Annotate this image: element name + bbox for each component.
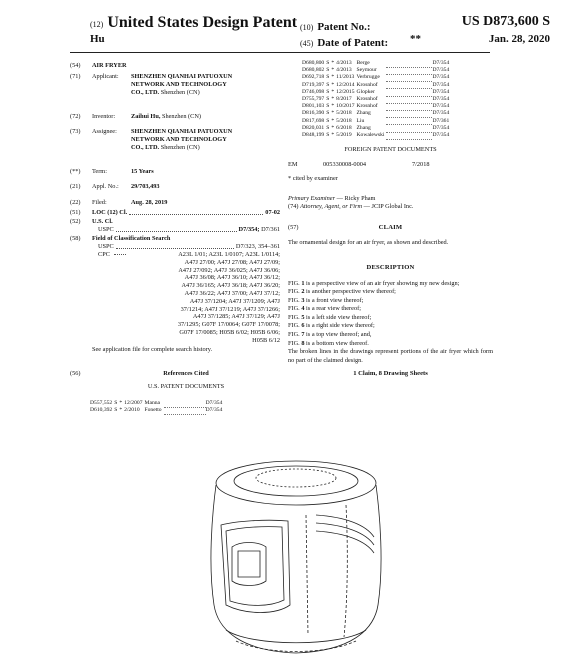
foreign-docs-heading: FOREIGN PATENT DOCUMENTS: [344, 145, 437, 153]
table-row: D719,397 S * 12/2014 Krosnhof D7/354: [302, 81, 450, 88]
figure-description: FIG. 1 is a perspective view of an air fryer showing my new design;: [288, 279, 460, 287]
header-rule: [70, 52, 490, 53]
table-row: D692,718 S * 11/2013 Verbrugge D7/354: [302, 74, 450, 81]
field-56: (56) References Cited U.S. PATENT DOCUMENTS: [70, 370, 280, 400]
base-curve: [226, 630, 366, 643]
design-title: AIR FRYER: [92, 62, 127, 69]
control-panel-ring: [256, 469, 336, 487]
us-patent-docs-heading: U.S. PATENT DOCUMENTS: [147, 383, 225, 390]
field-51: (51) LOC (12) Cl. 07-02: [70, 209, 280, 216]
figure-description: FIG. 6 is a right side view thereof;: [288, 322, 375, 330]
table-row: D746,098 S * 12/2015 Glopker D7/354: [302, 88, 450, 95]
claim-heading-row: (57) CLAIM: [288, 224, 493, 236]
date-label: Date of Patent:: [317, 37, 389, 49]
patent-no-label: Patent No.:: [317, 21, 371, 33]
table-row: D817,698 S * 5/2018 Liu D7/361: [302, 117, 450, 124]
patent-number: US D873,600 S: [461, 14, 550, 29]
code-12: (12): [90, 20, 104, 29]
cited-by-examiner: * cited by examiner: [288, 174, 338, 182]
description-heading: DESCRIPTION: [366, 263, 415, 271]
primary-examiner: Primary Examiner — Ricky Pham: [288, 195, 376, 203]
field-22: (22) Filed: Aug. 28, 2019: [70, 199, 168, 206]
claims-sheets: 1 Claim, 8 Drawing Sheets: [353, 370, 428, 378]
cpc-list: A23L 1/01; A23L 1/0107; A23L 1/0114; A47J 27/00; A47J 27/08; A47J 27/09; A47J 27/092; A47J 36/025; A47J 36/06; A47J 36/08; A47J 36/10; A47J 36/12; A47J 36/165; A47J 36/18; A47J 36/20; A47J 36/22; A47J 37/00; A47J 37/12; A47J 37/1204; A47J 37/1209; A47J 37/1214; A47J 37/1219; A47J 37/1266; A47J 37/1285; A47J 37/129; A47J 37/1295; G07F 17/0064; G07F 17/0078; G07F 17/0085; H05B 6/02; H05B 6/06; H05B 6/12: [177, 251, 280, 344]
field-58: (58) Field of Classification Search USPC D7/323, 354–361 CPC A23L 1/01; A23L 1/0107; A23L 1/0114; A47J 27/00; A47J 27/08; A47J 27/09; A47J 27/092; A47J 36/025; A47J 36/06; A47J 36/08; A47J 36/10; A47J 36/12; A47J 36/165; A47J 36/18; A47J 36/20; A47J 36/22; A47J 37/00; A47J 37/12; A47J 37/1204; A47J 37/1209; A47J 37/1214; A47J 37/1219; A47J 37/1266; A47J 37/1285; A47J 37/129; A47J 37/1295; G07F 17/0064; G07F 17/0078; G07F 17/0085; H05B 6/02; H05B 6/06; H05B 6/12 See application file for complete search history.: [70, 235, 280, 353]
vent-line-1: [316, 515, 374, 537]
appl-no: 29/703,493: [131, 183, 160, 190]
patent-date: Jan. 28, 2020: [488, 33, 550, 45]
table-row: D755,797 S * 8/2017 Krosnhof D7/354: [302, 96, 450, 103]
term-value: 15 Years: [131, 168, 154, 175]
basket-handle: [232, 543, 266, 586]
lid-outer: [216, 461, 376, 505]
patent-header-left: [90, 14, 297, 32]
applicant-line1: SHENZHEN QIANHAI PATUOXUN: [131, 73, 233, 80]
filed-date: Aug. 28, 2019: [131, 199, 168, 206]
table-row: D610,392 S * 2/2010 Fonetto D7/354: [90, 407, 223, 414]
claim-heading: CLAIM: [378, 223, 403, 231]
date-stars: **: [410, 33, 421, 45]
applicant-line2: NETWORK AND TECHNOLOGY: [131, 80, 227, 88]
inventor-name: Zaihui Hu,: [131, 113, 161, 120]
right-column: [288, 60, 493, 378]
vent-line-2: [316, 523, 374, 545]
table-row: D816,390 S * 5/2018 Zhang D7/354: [302, 110, 450, 117]
attorney-line: (74) Attorney, Agent, or Firm — JCIP Global Inc.: [288, 203, 414, 211]
left-column: [70, 62, 280, 415]
rear-seam: [344, 505, 347, 637]
field-term: (**) Term: 15 Years: [70, 168, 154, 175]
basket-inner: [226, 527, 284, 606]
field-71: (71) Applicant: SHENZHEN QIANHAI PATUOXUN NETWORK AND TECHNOLOGY CO., LTD. Shenzhen (CN): [70, 73, 233, 96]
basket-front: [221, 520, 290, 612]
left-references-table: [90, 400, 224, 415]
foreign-doc-row: EM 005330008-0004 7/2018: [288, 160, 430, 168]
figure-description: FIG. 5 is a left side view thereof;: [288, 313, 372, 321]
field-73: (73) Assignee: SHENZHEN QIANHAI PATUOXUN NETWORK AND TECHNOLOGY CO., LTD. Shenzhen (CN): [70, 128, 233, 151]
date-line: [300, 33, 550, 51]
air-fryer-drawing: [196, 455, 396, 661]
field-52: (52) U.S. Cl. USPC D7/354; D7/361: [70, 218, 280, 233]
table-row: D680,800 S * 4/2013 Berge D7/354: [302, 60, 450, 66]
figure-list: [288, 280, 493, 349]
broken-lines-note: The broken lines in the drawings represent portions of the air fryer which form no part of the claimed design.: [288, 348, 493, 364]
inventor-short: Hu: [90, 33, 105, 45]
assignee-line2: NETWORK AND TECHNOLOGY: [131, 135, 227, 143]
figure-description: FIG. 8 is a bottom view thereof.: [288, 339, 369, 347]
references-cited-heading: References Cited: [163, 370, 209, 377]
seam-line: [306, 515, 308, 635]
code-10: (10): [300, 23, 314, 32]
table-row: D848,199 S * 5/2019 Kowalewski D7/354: [302, 132, 450, 139]
search-history-note: See application file for complete search history.: [92, 346, 213, 353]
table-row: D820,031 S * 6/2018 Zhang D7/354: [302, 124, 450, 131]
figure-description: FIG. 3 is a front view thereof;: [288, 296, 364, 304]
uspc-main: D7/354;: [238, 226, 260, 233]
field-54: (54) AIR FRYER: [70, 62, 127, 69]
figure-description: FIG. 7 is a top view thereof; and,: [288, 331, 372, 339]
loc-class: 07-02: [265, 209, 280, 216]
table-row: D801,103 S * 10/2017 Krosnhof D7/354: [302, 103, 450, 110]
field-21: (21) Appl. No.: 29/703,493: [70, 183, 160, 190]
code-45: (45): [300, 39, 314, 48]
table-row: D680,802 S * 4/2013 Seymour D7/354: [302, 67, 450, 74]
vent-line-3: [316, 531, 374, 553]
field-72: (72) Inventor: Zaihui Hu, Shenzhen (CN): [70, 113, 201, 120]
table-row: D557,552 S * 12/2007 Manna D7/354: [90, 400, 223, 406]
handle-grip: [238, 551, 260, 577]
claim-text: The ornamental design for an air fryer, as shown and described.: [288, 238, 449, 246]
lid-inner: [234, 466, 358, 496]
right-references-table: [302, 60, 451, 140]
assignee-line1: SHENZHEN QIANHAI PATUOXUN: [131, 128, 233, 135]
figure-description: FIG. 4 is a rear view thereof;: [288, 305, 361, 313]
patent-type-title: United States Design Patent: [107, 14, 298, 31]
body-outline: [211, 485, 381, 653]
figure-description: FIG. 2 is another perspective view thereof;: [288, 288, 396, 296]
